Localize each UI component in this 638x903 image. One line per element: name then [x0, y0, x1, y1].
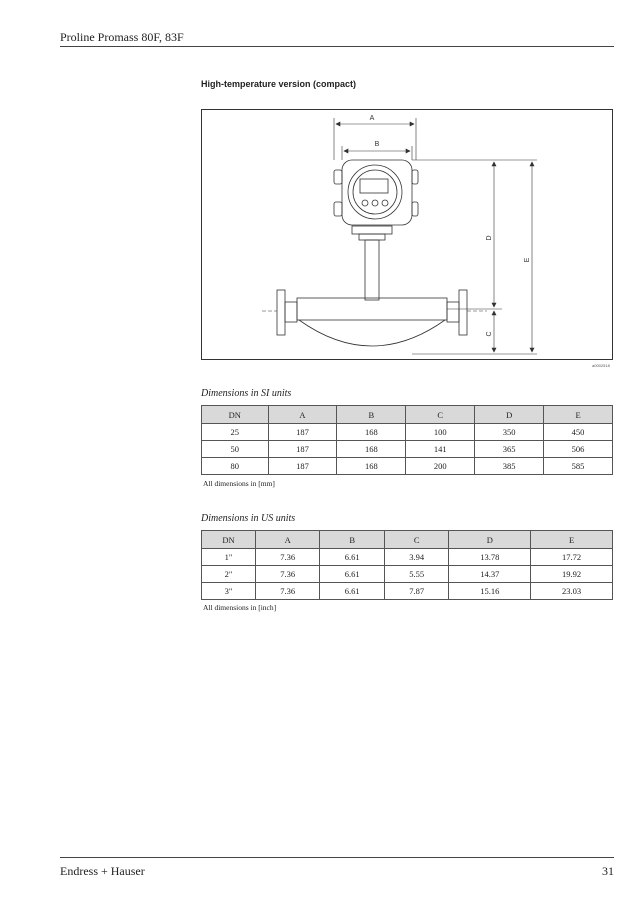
table-cell: 168	[337, 424, 406, 441]
table-cell: 365	[475, 441, 544, 458]
page-header	[60, 28, 614, 47]
table-cell: 168	[337, 458, 406, 475]
table-cell: 7.36	[255, 583, 320, 600]
col-header: A	[268, 406, 337, 424]
table-cell: 6.61	[320, 549, 385, 566]
col-header: C	[406, 406, 475, 424]
table-cell: 25	[202, 424, 269, 441]
table-cell: 3.94	[384, 549, 449, 566]
sensor-tube	[297, 298, 447, 320]
si-table-title: Dimensions in SI units	[201, 388, 292, 399]
table-cell: 350	[475, 424, 544, 441]
table-cell: 19.92	[531, 566, 613, 583]
table-cell: 100	[406, 424, 475, 441]
table-cell: 6.61	[320, 583, 385, 600]
display-window	[360, 179, 388, 193]
cable-gland-right-top	[412, 170, 418, 184]
footer-company: Endress + Hauser	[60, 864, 145, 878]
table-cell: 385	[475, 458, 544, 475]
page-footer	[60, 857, 614, 879]
cable-gland-right-bottom	[412, 202, 418, 216]
col-header: E	[544, 406, 613, 424]
sensor-housing-curve	[299, 320, 445, 346]
table-cell: 1"	[202, 549, 256, 566]
dimension-drawing	[201, 109, 613, 360]
col-header: B	[337, 406, 406, 424]
table-cell: 13.78	[449, 549, 531, 566]
table-cell: 200	[406, 458, 475, 475]
col-header: E	[531, 531, 613, 549]
us-table-title: Dimensions in US units	[201, 513, 296, 524]
col-header: DN	[202, 406, 269, 424]
housing-neck-flange	[352, 226, 392, 234]
table-cell: 450	[544, 424, 613, 441]
housing-cover	[348, 165, 402, 219]
table-cell: 187	[268, 458, 337, 475]
flowmeter-drawing-svg	[202, 110, 614, 361]
table-cell: 50	[202, 441, 269, 458]
flange-right	[459, 290, 467, 335]
cable-gland-left-top	[334, 170, 342, 184]
dim-label-e: E	[524, 257, 531, 263]
table-cell: 7.36	[255, 549, 320, 566]
table-cell: 3"	[202, 583, 256, 600]
col-header: B	[320, 531, 385, 549]
table-cell: 187	[268, 441, 337, 458]
page-number: 31	[602, 864, 614, 878]
table-row	[202, 549, 613, 566]
table-row	[202, 583, 613, 600]
flange-left	[277, 290, 285, 335]
table-cell: 14.37	[449, 566, 531, 583]
table-cell: 17.72	[531, 549, 613, 566]
table-header-row	[202, 531, 613, 549]
table-cell: 7.87	[384, 583, 449, 600]
table-cell: 187	[268, 424, 337, 441]
cable-gland-left-bottom	[334, 202, 342, 216]
si-table-note: All dimensions in [mm]	[203, 479, 275, 488]
col-header: A	[255, 531, 320, 549]
table-cell: 6.61	[320, 566, 385, 583]
si-dimensions-table	[201, 405, 613, 475]
figure-id: a0002518	[592, 363, 610, 368]
dim-label-d: D	[486, 235, 493, 241]
table-cell: 506	[544, 441, 613, 458]
table-cell: 23.03	[531, 583, 613, 600]
table-cell: 80	[202, 458, 269, 475]
table-cell: 168	[337, 441, 406, 458]
dim-label-c: C	[486, 331, 493, 337]
dim-label-b: B	[374, 141, 380, 148]
col-header: DN	[202, 531, 256, 549]
table-header-row	[202, 406, 613, 424]
table-cell: 5.55	[384, 566, 449, 583]
table-row	[202, 458, 613, 475]
dim-label-a: A	[369, 115, 375, 122]
table-row	[202, 441, 613, 458]
table-cell: 141	[406, 441, 475, 458]
header-title: Proline Promass 80F, 83F	[60, 30, 184, 44]
table-cell: 585	[544, 458, 613, 475]
section-title: High-temperature version (compact)	[201, 79, 357, 89]
us-dimensions-table	[201, 530, 613, 600]
extension-neck	[365, 240, 379, 300]
table-row	[202, 424, 613, 441]
table-cell: 15.16	[449, 583, 531, 600]
table-cell: 7.36	[255, 566, 320, 583]
col-header: C	[384, 531, 449, 549]
us-table-note: All dimensions in [inch]	[203, 603, 277, 612]
table-row	[202, 566, 613, 583]
table-cell: 2"	[202, 566, 256, 583]
col-header: D	[449, 531, 531, 549]
col-header: D	[475, 406, 544, 424]
